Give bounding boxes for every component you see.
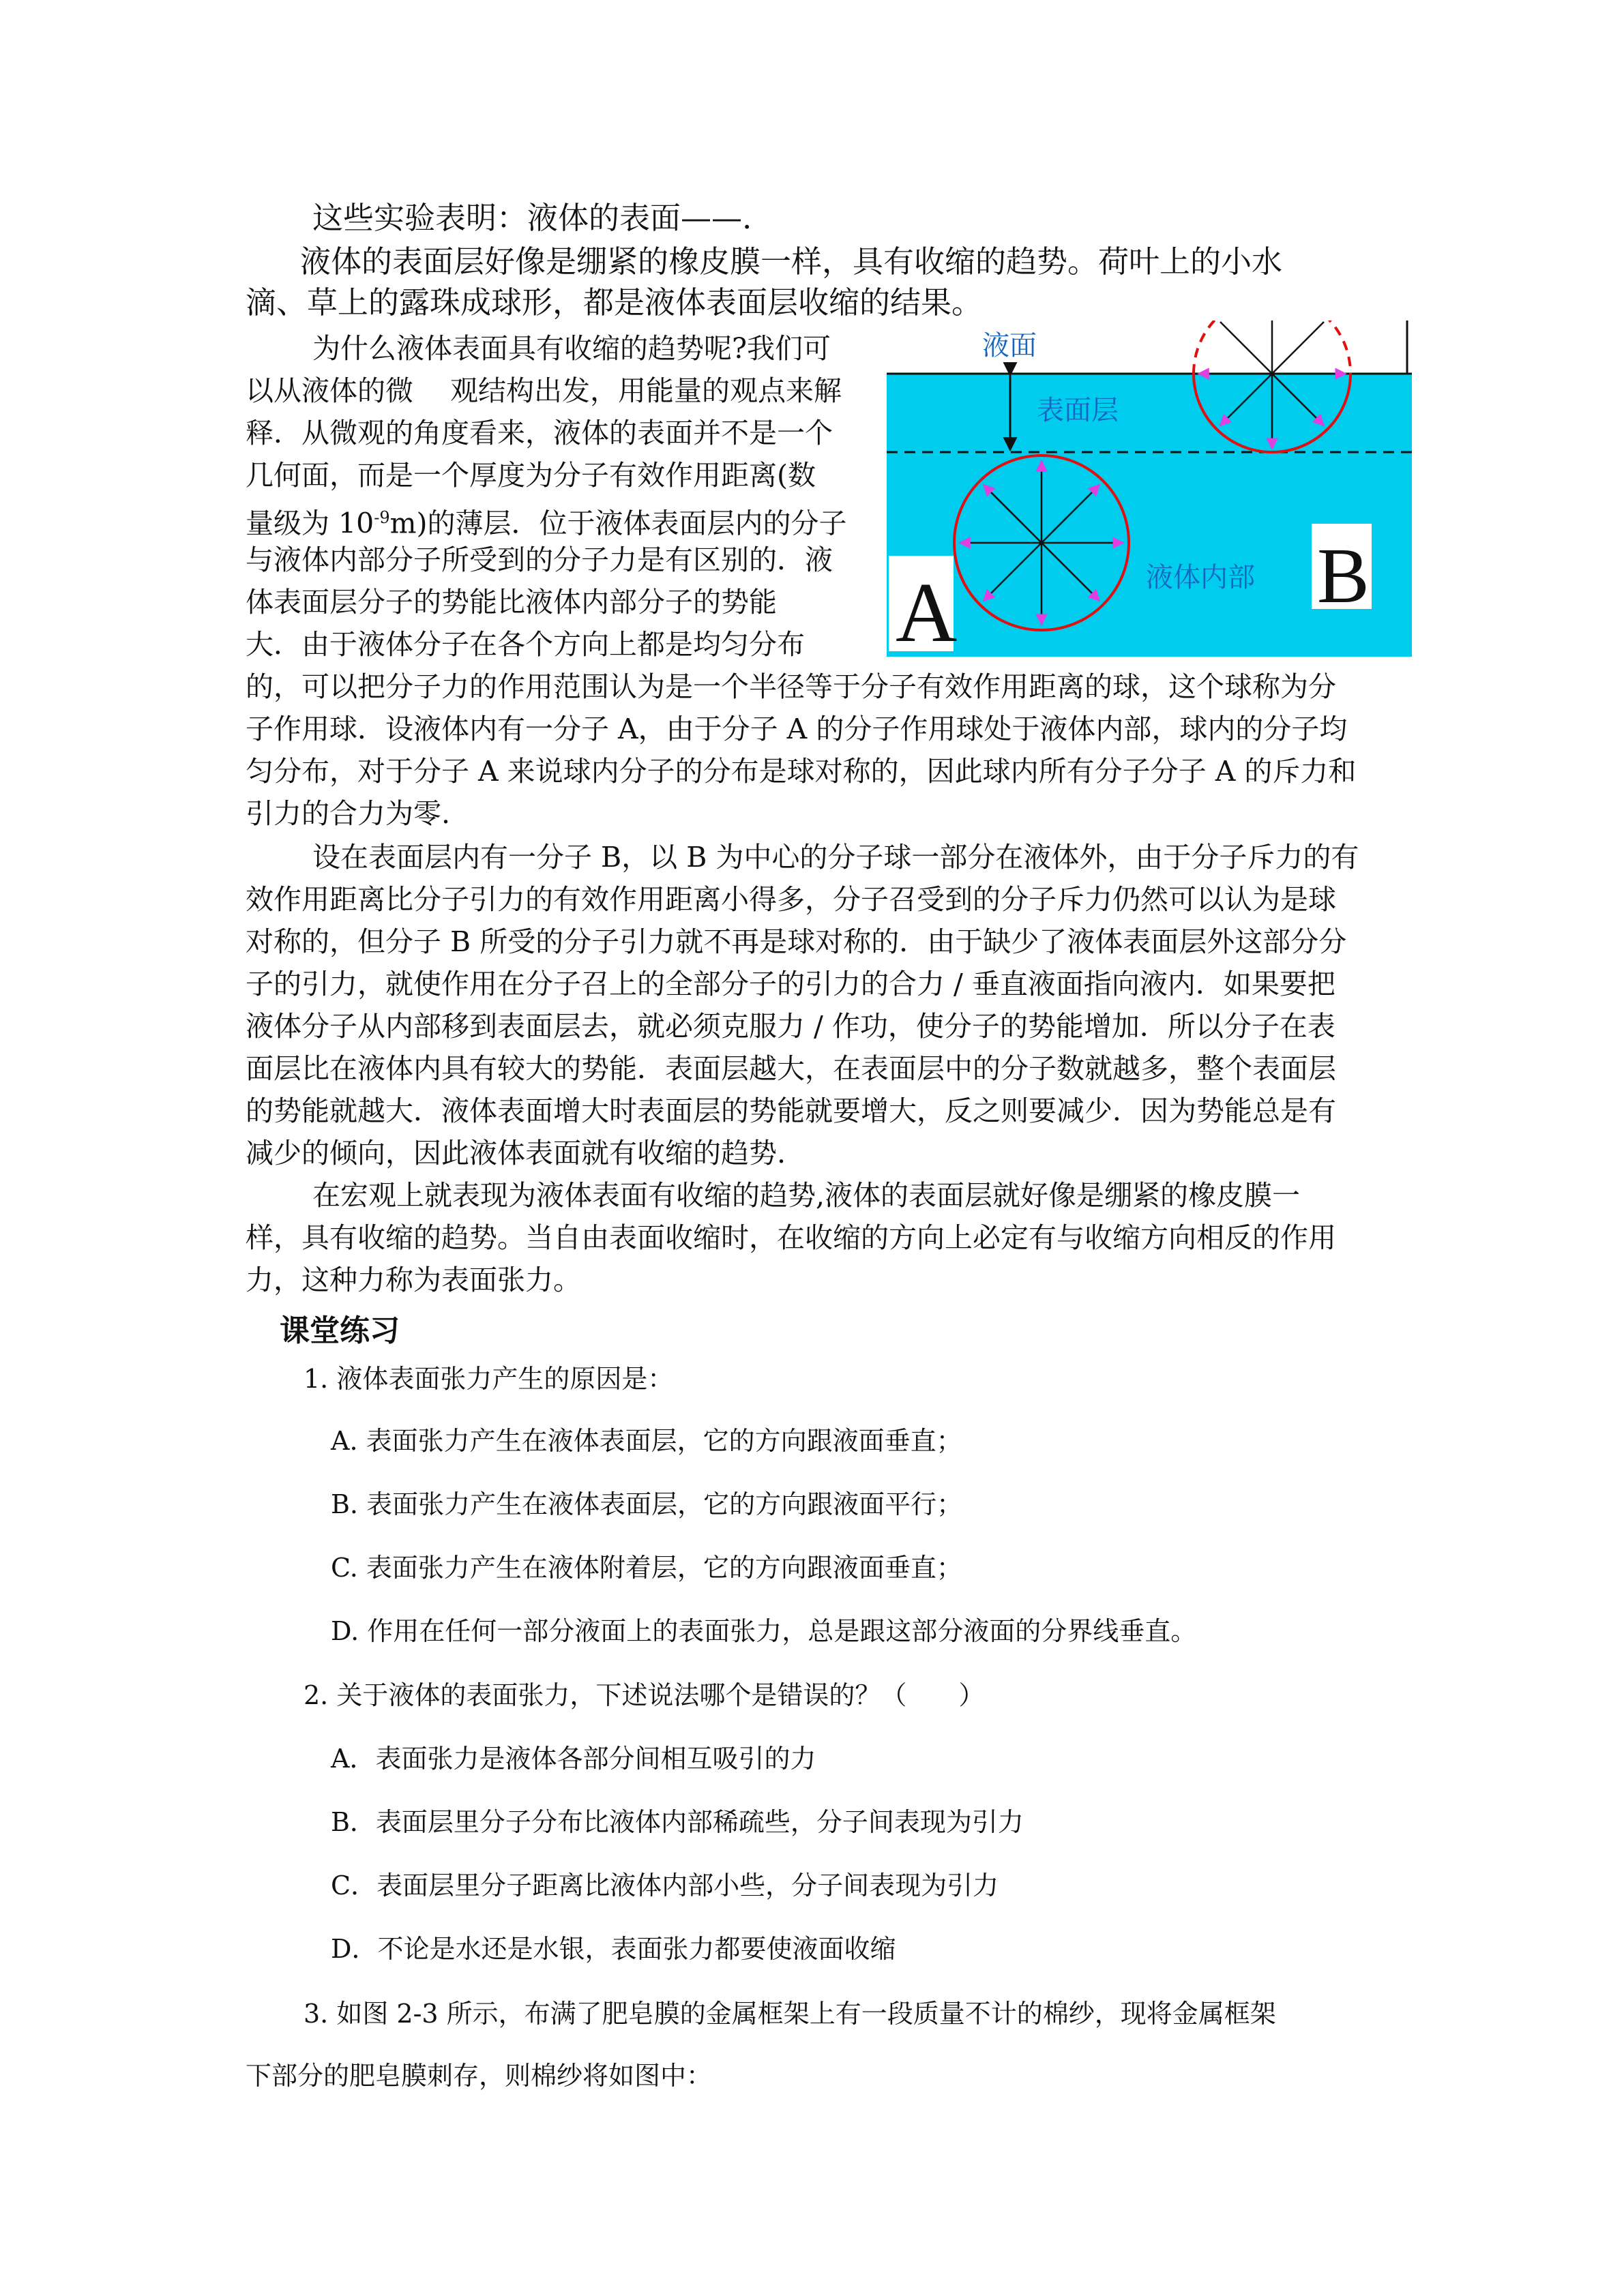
label-surface-layer: 表面层	[1037, 395, 1119, 426]
macro-line: 样，具有收缩的趋势。当自由表面收缩时，在收缩的方向上必定有与收缩方向相反的作用	[246, 1221, 1336, 1254]
macro-line: 在宏观上就表现为液体表面有收缩的趋势,液体的表面层就好像是绷紧的橡皮膜一	[312, 1179, 1301, 1212]
exponent: -9	[374, 508, 390, 527]
q2-option-b: B．表面层里分子分布比液体内部稀疏些，分子间表现为引力	[331, 1807, 1024, 1837]
surface-line: 子的引力，就使作用在分子召上的全部分子的引力的合力 / 垂直液面指向液内．如果要把	[246, 968, 1335, 1000]
explain-line: 子作用球．设液体内有一分子 A，由于分子 A 的分子作用球处于液体内部，球内的分子均	[246, 713, 1348, 745]
label-liquid-surface: 液面	[982, 330, 1037, 361]
q1-stem: 1. 液体表面张力产生的原因是：	[304, 1364, 674, 1394]
macro-line: 力，这种力称为表面张力。	[246, 1264, 581, 1296]
intro-line-2: 液体的表面层好像是绷紧的橡皮膜一样，具有收缩的趋势。荷叶上的小水	[300, 243, 1283, 280]
explain-text: 量级为 10	[246, 507, 374, 540]
surface-line: 对称的，但分子 B 所受的分子引力就不再是球对称的．由于缺少了液体表面层外这部分分	[246, 925, 1347, 958]
label-b: B	[1317, 533, 1370, 619]
explain-line: 匀分布，对于分子 A 来说球内分子的分布是球对称的，因此球内所有分子分子 A 的斥力和	[246, 755, 1357, 788]
q3-line-1: 3. 如图 2-3 所示，布满了肥皂膜的金属框架上有一段质量不计的棉纱，现将金属框架	[304, 1999, 1276, 2029]
intro-line-1: 这些实验表明：液体的表面——.	[312, 200, 752, 236]
surface-line: 的势能就越大．液体表面增大时表面层的势能就要增大，反之则要减少．因为势能总是有	[246, 1094, 1336, 1127]
explain-line: 为什么液体表面具有收缩的趋势呢?我们可	[312, 332, 831, 365]
intro-line-3: 滴、草上的露珠成球形，都是液体表面层收缩的结果。	[246, 284, 983, 320]
exercise-heading: 课堂练习	[280, 1313, 400, 1348]
label-a: A	[896, 566, 958, 658]
q2-option-c: C．表面层里分子距离比液体内部小些，分子间表现为引力	[331, 1870, 999, 1900]
explain-line: 以从液体的微 观结构出发，用能量的观点来解	[246, 374, 842, 407]
explain-line: 体表面层分子的势能比液体内部分子的势能	[246, 586, 777, 618]
q1-option-a: A. 表面张力产生在液体表面层，它的方向跟液面垂直；	[331, 1426, 962, 1456]
q1-option-b: B. 表面张力产生在液体表面层，它的方向跟液面平行；	[331, 1489, 963, 1519]
q1-option-d: D. 作用在任何一部分液面上的表面张力，总是跟这部分液面的分界线垂直。	[331, 1616, 1197, 1646]
q2-option-a: A．表面张力是液体各部分间相互吸引的力	[331, 1744, 816, 1774]
explain-line: 释．从微观的角度看来，液体的表面并不是一个	[246, 417, 833, 449]
surface-line: 效作用距离比分子引力的有效作用距离小得多，分子召受到的分子斥力仍然可以认为是球	[246, 883, 1336, 916]
surface-line: 减少的倾向，因此液体表面就有收缩的趋势.	[246, 1137, 786, 1169]
q2-option-d: D．不论是水还是水银，表面张力都要使液面收缩	[331, 1934, 896, 1964]
label-liquid-interior: 液体内部	[1146, 562, 1255, 593]
q2-stem: 2. 关于液体的表面张力，下述说法哪个是错误的？（ ）	[304, 1680, 985, 1710]
surface-line: 设在表面层内有一分子 B，以 B 为中心的分子球一部分在液体外，由于分子斥力的有	[312, 841, 1359, 874]
surface-line: 液体分子从内部移到表面层去，就必须克服力 / 作功，使分子的势能增加．所以分子在表	[246, 1010, 1335, 1043]
explain-line: 引力的合力为零.	[246, 797, 451, 830]
explain-line: 几何面，而是一个厚度为分子有效作用距离(数	[246, 459, 816, 492]
explain-line: 大．由于液体分子在各个方向上都是均匀分布	[246, 628, 805, 661]
surface-line: 面层比在液体内具有较大的势能．表面层越大，在表面层中的分子数就越多，整个表面层	[246, 1052, 1336, 1085]
q3-line-2: 下部分的肥皂膜刺存，则棉纱将如图中：	[246, 2061, 713, 2091]
explain-line: 与液体内部分子所受到的分子力是有区别的．液	[246, 543, 833, 576]
explain-text: m)的薄层．位于液体表面层内的分子	[389, 507, 847, 540]
q1-option-c: C. 表面张力产生在液体附着层，它的方向跟液面垂直；	[331, 1553, 962, 1583]
explain-line: 的，可以把分子力的作用范围认为是一个半径等于分子有效作用距离的球，这个球称为分	[246, 670, 1336, 703]
